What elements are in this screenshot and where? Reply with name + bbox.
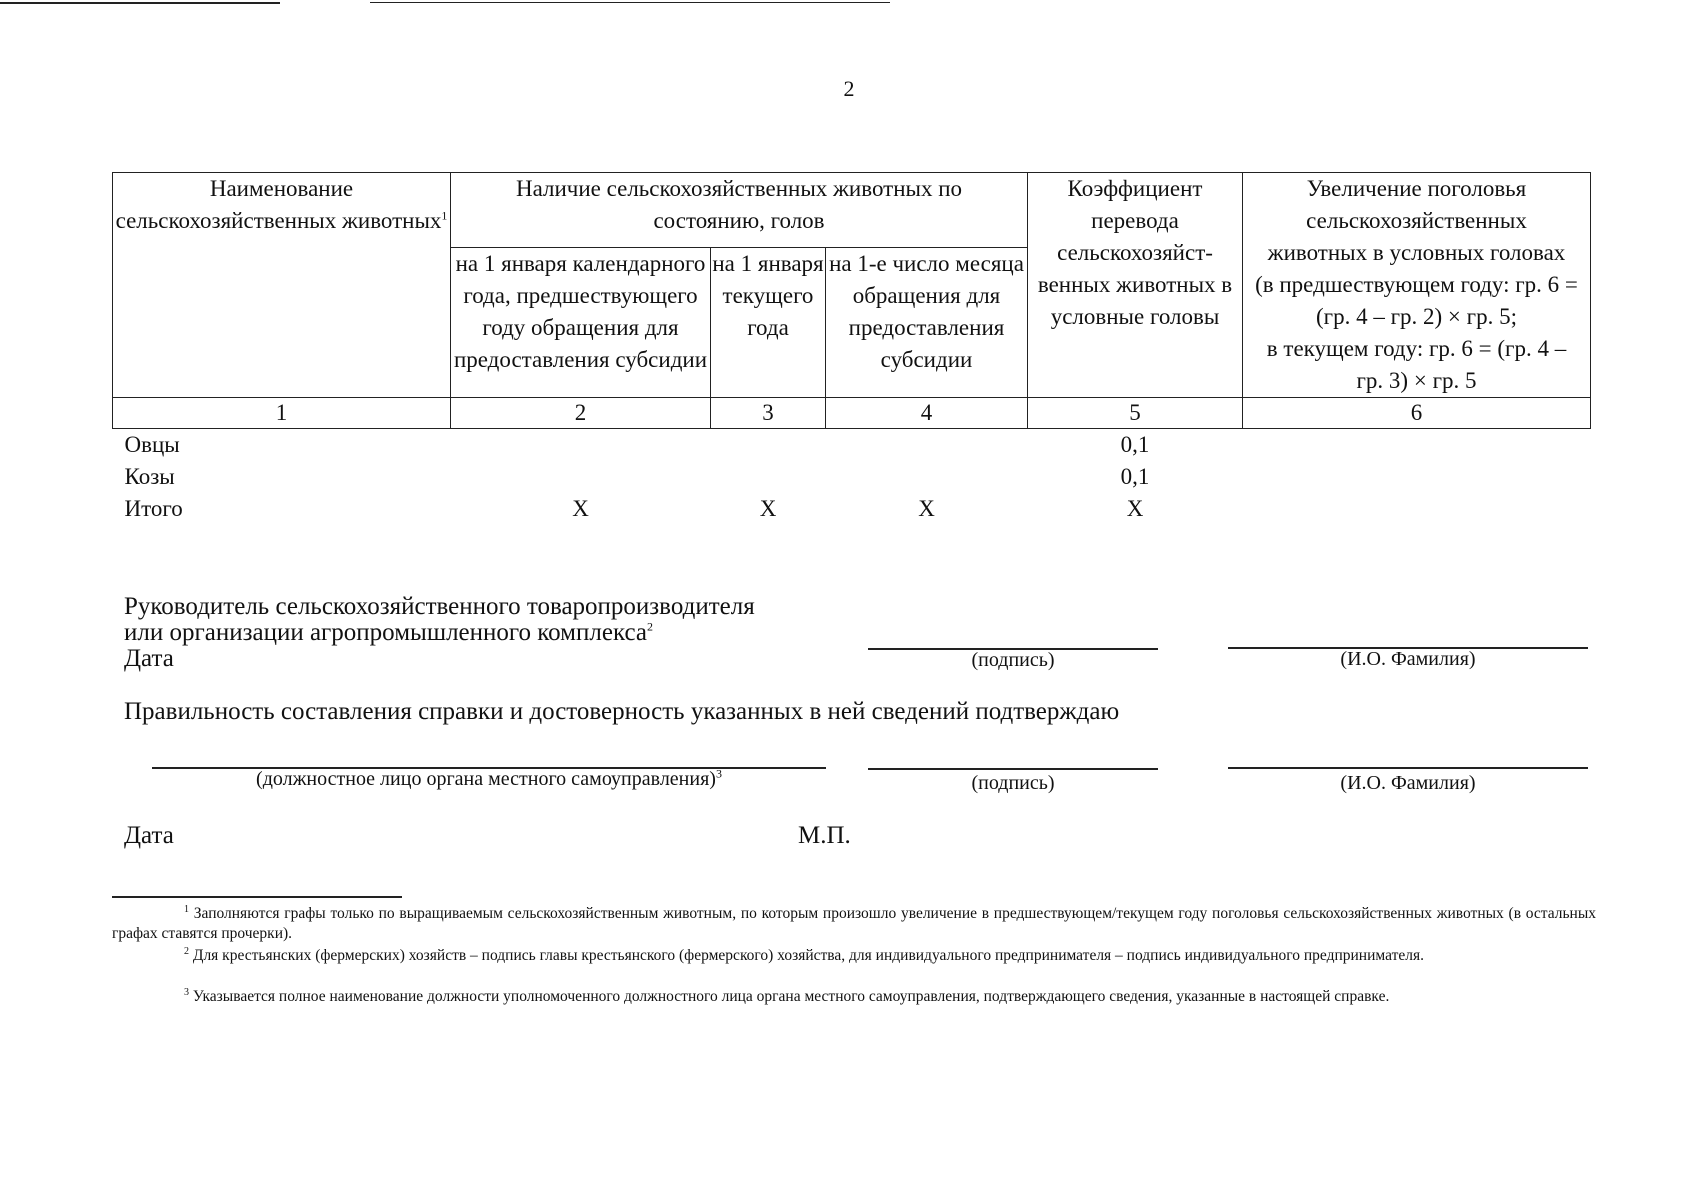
header-jan1-current: на 1 января текущего года	[711, 248, 826, 398]
row-name: Козы	[124, 464, 175, 489]
row-cell	[1243, 461, 1591, 493]
official-signature-caption: (подпись)	[971, 772, 1055, 794]
row-cell	[1243, 429, 1591, 462]
row-cell	[826, 461, 1028, 493]
column-number: 6	[1243, 398, 1591, 429]
footnote-mark: 2	[184, 945, 189, 957]
table-header-row	[113, 173, 1591, 248]
footnote-mark-2: 2	[646, 619, 653, 634]
header-animal-name	[113, 173, 451, 398]
signature-caption: (подпись)	[971, 649, 1055, 671]
row-cell	[451, 461, 711, 493]
official-signature-line	[868, 768, 1158, 770]
footnote-text: Заполняются графы только по выращиваемым сельскохозяйственным животным, по которым произошло увеличение в предшествующем/текущем году поголовья сельскохозяйственных животных (в остальных графах ставятся прочерки).	[112, 905, 1597, 942]
stamp-label: М.П.	[798, 822, 851, 849]
footnote-text: Указывается полное наименование должности уполномоченного должностного лица органа местного самоуправления, подтверждающего сведения, указанные в настоящей справке.	[192, 988, 1390, 1005]
footnote-text: Для крестьянских (фермерских) хозяйств – подпись главы крестьянского (фермерского) хозяйства, для индивидуального предпринимателя – подпись индивидуального предпринимателя.	[192, 947, 1424, 964]
table-row-total	[113, 493, 1591, 525]
name-caption: (И.О. Фамилия)	[1340, 648, 1476, 670]
row-cell	[711, 429, 826, 462]
column-number: 2	[451, 398, 711, 429]
head-title-line1: Руководитель сельскохозяйственного товаропроизводителя	[124, 593, 755, 620]
top-border-line	[370, 2, 890, 3]
livestock-table	[112, 172, 1591, 525]
header-availability: Наличие сельскохозяйственных животных по состоянию, голов	[451, 173, 1028, 248]
table-row	[113, 429, 1591, 462]
row-cell	[451, 429, 711, 462]
row-cell: X	[759, 496, 777, 521]
footnote-mark-3: 3	[715, 766, 722, 781]
row-name: Овцы	[124, 432, 180, 457]
row-cell	[826, 429, 1028, 462]
row-cell: X	[572, 496, 589, 521]
footnote-mark: 3	[184, 986, 189, 998]
row-cell	[1243, 493, 1591, 525]
official-name-caption: (И.О. Фамилия)	[1340, 772, 1476, 794]
column-number: 5	[1028, 398, 1243, 429]
head-title-line2-text: или организации агропромышленного комплекса	[124, 619, 647, 646]
header-animal-name-text: Наименование сельскохозяйственных животных	[115, 176, 442, 233]
row-cell: 0,1	[1120, 464, 1150, 489]
confirmation-text: Правильность составления справки и достоверность указанных в ней сведений подтверждаю	[124, 698, 1120, 725]
official-caption	[152, 767, 826, 791]
column-numbers-row	[113, 398, 1591, 429]
footnote-separator	[112, 896, 402, 898]
header-increase-title: Увеличение поголовья сельскохозяйственных животных в условных головах	[1267, 176, 1566, 265]
column-number: 4	[826, 398, 1028, 429]
footnote-mark-1: 1	[441, 208, 448, 223]
footnote-mark: 1	[184, 903, 189, 915]
header-increase	[1243, 173, 1591, 398]
head-title-line2	[124, 619, 755, 645]
header-increase-formula-prev: (в предшествующем году: гр. 6 = (гр. 4 – гр. 2) × гр. 5;	[1255, 272, 1578, 329]
page-number: 2	[843, 76, 855, 101]
row-cell: X	[1126, 496, 1144, 521]
table-row	[113, 461, 1591, 493]
row-cell: X	[918, 496, 935, 521]
column-number: 3	[711, 398, 826, 429]
official-caption-text: (должностное лицо органа местного самоуправления)	[256, 768, 716, 790]
row-name: Итого	[124, 496, 183, 521]
header-coefficient: Коэффициент перевода сельскохозяйст-венных животных в условные головы	[1028, 173, 1243, 398]
official-name-line	[1228, 767, 1588, 769]
row-cell	[711, 461, 826, 493]
footnote-2	[112, 946, 1596, 966]
footnote-3	[112, 987, 1596, 1007]
confirmation-date-label: Дата	[124, 822, 174, 849]
column-number: 1	[113, 398, 451, 429]
header-month-first: на 1-е число месяца обращения для предоставления субсидии	[826, 248, 1028, 398]
head-date-label: Дата	[124, 645, 174, 672]
header-increase-formula-cur: в текущем году: гр. 6 = (гр. 4 – гр. 3) × гр. 5	[1266, 336, 1567, 393]
header-jan1-previous: на 1 января календарного года, предшествующего году обращения для предоставления субсидии	[451, 248, 711, 398]
top-border-line	[0, 2, 280, 4]
footnote-1	[112, 904, 1596, 944]
head-title	[124, 593, 755, 671]
row-cell: 0,1	[1120, 432, 1150, 457]
